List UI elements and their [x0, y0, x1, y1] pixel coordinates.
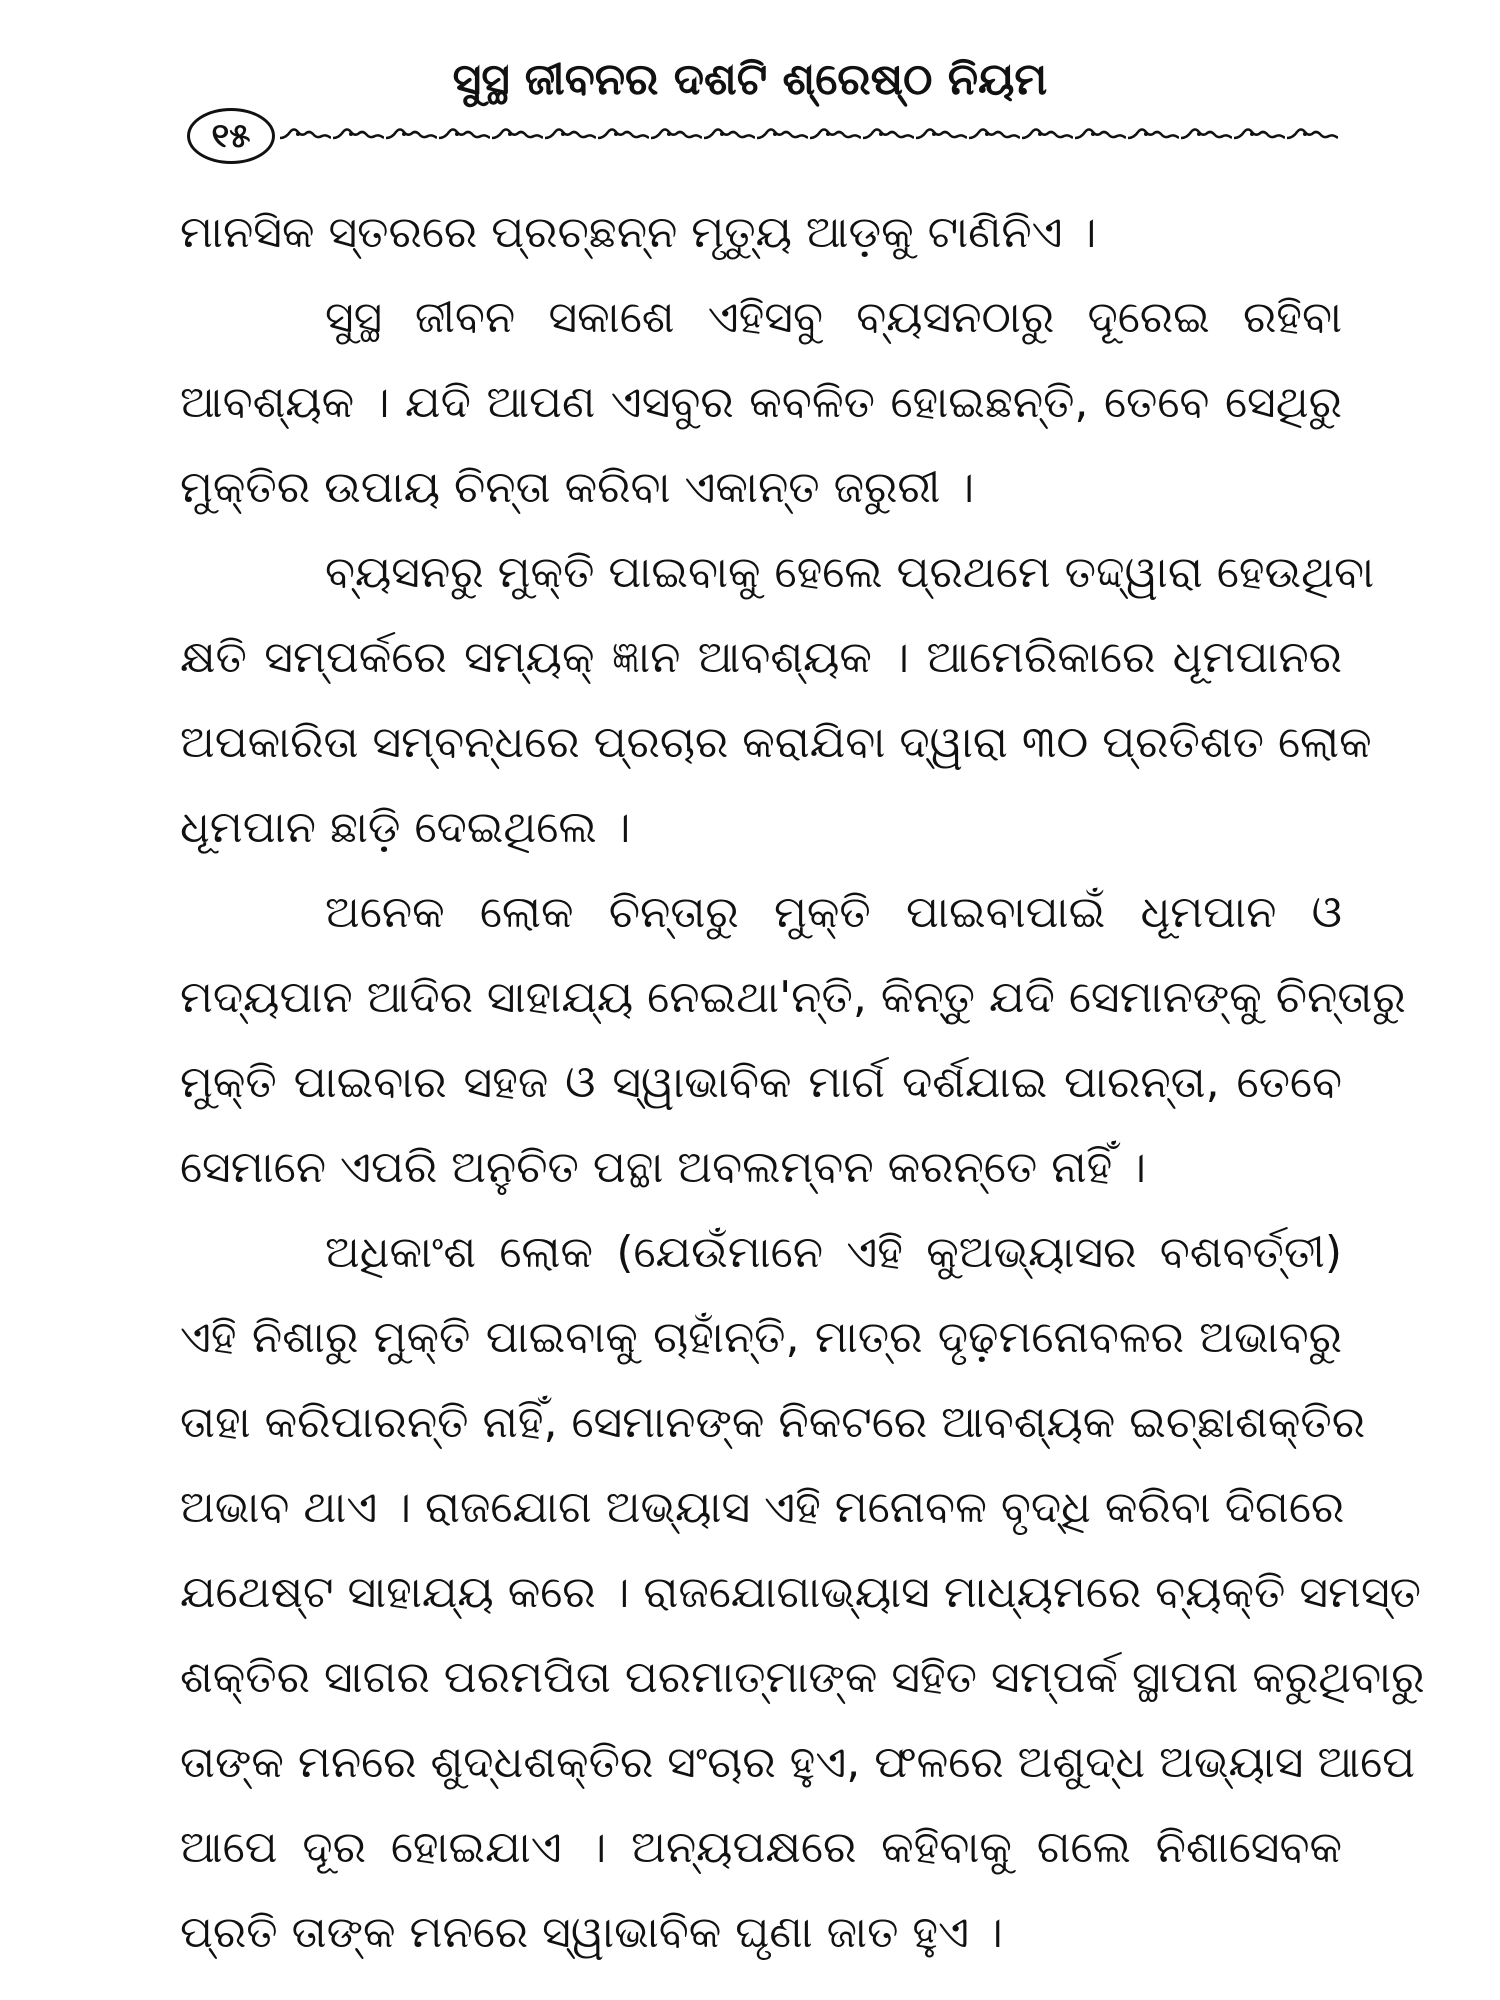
paragraph-first-line: ବ୍ୟସନରୁ ମୁକ୍ତି ପାଇବାକୁ ହେଲେ ପ୍ରଥମେ ତଦ୍ଦ୍ୱାରା ହେଉଥିବା	[325, 547, 1375, 598]
text-line: ଆପେ ଦୂର ହୋଇଯାଏ । ଅନ୍ୟପକ୍ଷରେ କହିବାକୁ ଗଲେ ନିଶାସେବକ	[180, 1822, 1342, 1873]
text-line: ଅଭାବ ଥାଏ । ରାଜଯୋଗ ଅଭ୍ୟାସ ଏହି ମନୋବଳ ବୃଦ୍ଧି କରିବା ଦିଗରେ	[180, 1482, 1345, 1533]
text-line: କ୍ଷତି ସମ୍ପର୍କରେ ସମ୍ୟକ୍ ଜ୍ଞାନ ଆବଶ୍ୟକ । ଆମେରିକାରେ ଧୂମପାନର	[180, 632, 1342, 683]
text-line: ମୁକ୍ତିର ଉପାୟ ଚିନ୍ତା କରିବା ଏକାନ୍ତ ଜରୁରୀ ।	[180, 462, 975, 513]
text-line: ମାନସିକ ସ୍ତରରେ ପ୍ରଚ୍ଛନ୍ନ ମୃତ୍ୟୁ ଆଡ଼କୁ ଟାଣିନିଏ ।	[180, 207, 1097, 258]
decorative-border-rule	[278, 122, 1338, 152]
text-line: ଧୂମପାନ ଛାଡ଼ି ଦେଇଥିଲେ ।	[180, 802, 631, 853]
body-text	[180, 190, 1425, 1975]
text-line: ପ୍ରତି ତାଙ୍କ ମନରେ ସ୍ୱାଭାବିକ ଘୃଣା ଜାତ ହୁଏ ।	[180, 1907, 1003, 1958]
text-line: ତାହା କରିପାରନ୍ତି ନାହିଁ, ସେମାନଙ୍କ ନିକଟରେ ଆବଶ୍ୟକ ଇଚ୍ଛାଶକ୍ତିର	[180, 1397, 1366, 1448]
text-line: ଆବଶ୍ୟକ । ଯଦି ଆପଣ ଏସବୁର କବଳିତ ହୋଇଛନ୍ତି, ତେବେ ସେଥିରୁ	[180, 377, 1342, 428]
page-number: ୧୫	[187, 108, 275, 164]
text-line: ମୁକ୍ତି ପାଇବାର ସହଜ ଓ ସ୍ୱାଭାବିକ ମାର୍ଗ ଦର୍ଶଯାଇ ପାରନ୍ତା, ତେବେ	[180, 1057, 1342, 1108]
paragraph-first-line: ସୁସ୍ଥ ଜୀବନ ସକାଶେ ଏହିସବୁ ବ୍ୟସନଠାରୁ ଦୂରେଇ ରହିବା	[325, 292, 1342, 343]
paragraph-first-line: ଅନେକ ଲୋକ ଚିନ୍ତାରୁ ମୁକ୍ତି ପାଇବାପାଇଁ ଧୂମପାନ ଓ	[325, 887, 1342, 938]
text-line: ଅପକାରିତା ସମ୍ବନ୍ଧରେ ପ୍ରଚାର କରାଯିବା ଦ୍ୱାରା ୩୦ ପ୍ରତିଶତ ଲୋକ	[180, 717, 1372, 768]
paragraph-first-line: ଅଧିକାଂଶ ଲୋକ (ଯେଉଁମାନେ ଏହି କୁଅଭ୍ୟାସର ବଶବର୍ତ୍ତୀ)	[325, 1227, 1342, 1278]
text-line: ଶକ୍ତିର ସାଗର ପରମପିତା ପରମାତ୍ମାଙ୍କ ସହିତ ସମ୍ପର୍କ ସ୍ଥାପନା କରୁଥିବାରୁ	[180, 1652, 1425, 1703]
text-line: ଯଥେଷ୍ଟ ସାହାଯ୍ୟ କରେ । ରାଜଯୋଗାଭ୍ୟାସ ମାଧ୍ୟମରେ ବ୍ୟକ୍ତି ସମସ୍ତ	[180, 1567, 1422, 1618]
page-title: ସୁସ୍ଥ ଜୀବନର ଦଶଟି ଶ୍ରେଷ୍ଠ ନିୟମ	[452, 54, 1048, 105]
text-line: ତାଙ୍କ ମନରେ ଶୁଦ୍ଧଶକ୍ତିର ସଂଚାର ହୁଏ, ଫଳରେ ଅଶୁଦ୍ଧ ଅଭ୍ୟାସ ଆପେ	[180, 1737, 1416, 1788]
text-line: ସେମାନେ ଏପରି ଅନୁଚିତ ପନ୍ଥା ଅବଲମ୍ବନ କରନ୍ତେ ନାହିଁ ।	[180, 1142, 1147, 1193]
text-line: ଏହି ନିଶାରୁ ମୁକ୍ତି ପାଇବାକୁ ଚାହାଁନ୍ତି, ମାତ୍ର ଦୃଢ଼ମନୋବଳର ଅଭାବରୁ	[180, 1312, 1342, 1363]
text-line: ମଦ୍ୟପାନ ଆଦିର ସାହାଯ୍ୟ ନେଇଥା'ନ୍ତି, କିନ୍ତୁ ଯଦି ସେମାନଙ୍କୁ ଚିନ୍ତାରୁ	[180, 972, 1406, 1023]
